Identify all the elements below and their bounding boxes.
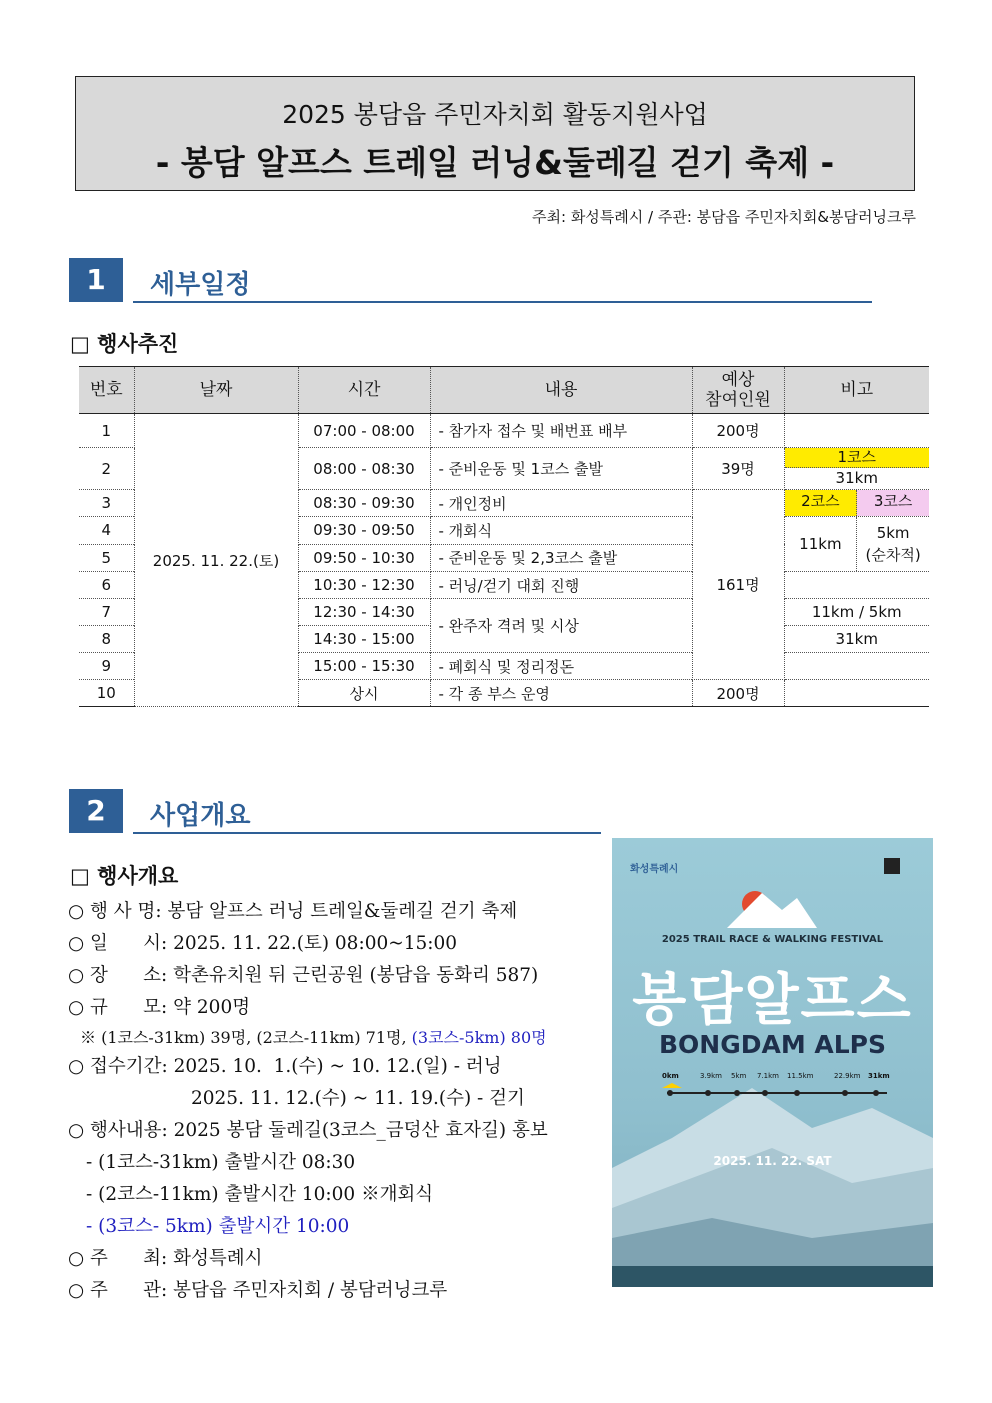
poster-km-label: 22.9km: [834, 1072, 861, 1080]
section2-underline: [133, 832, 601, 834]
table-cell: 1코스 31km: [784, 448, 929, 490]
poster-km-label: 3.9km: [700, 1072, 723, 1080]
table-cell: 2: [79, 448, 134, 490]
table-cell: 07:00 - 08:00: [298, 414, 430, 448]
overview-course1: - (1코스-31km) 출발시간 08:30: [86, 1152, 356, 1173]
poster-km-label: 31km: [868, 1072, 890, 1080]
date-cell: 2025. 11. 22.(토): [134, 414, 298, 707]
schedule-table: [79, 366, 929, 707]
overview-organizer: ○ 주 관: 봉담읍 주민자치회 / 봉담러닝크루: [68, 1280, 448, 1301]
poster-eng-title: BONGDAM ALPS: [658, 1030, 887, 1059]
table-cell: 08:30 - 09:30: [298, 490, 430, 517]
logo-icon: [884, 858, 900, 874]
table-cell: 31km: [784, 626, 929, 653]
table-cell: 200명: [692, 680, 784, 707]
people-161: 161명: [692, 490, 784, 680]
table-cell: [784, 653, 929, 680]
header-date: 날짜: [134, 367, 298, 414]
table-cell: [784, 414, 929, 448]
overview-reg1: ○ 접수기간: 2025. 10. 1.(수) ~ 10. 12.(일) - 러닝: [68, 1056, 502, 1077]
table-cell: 14:30 - 15:00: [298, 626, 430, 653]
section1-title: 세부일정: [150, 270, 251, 300]
table-cell: 12:30 - 14:30: [298, 599, 430, 626]
table-cell: - 참가자 접수 및 배번표 배부: [430, 414, 692, 448]
table-cell: 09:50 - 10:30: [298, 544, 430, 572]
table-cell: 10: [79, 680, 134, 707]
table-cell: 9: [79, 653, 134, 680]
table-cell: [784, 572, 929, 599]
table-cell: 39명: [692, 448, 784, 490]
table-cell: 15:00 - 15:30: [298, 653, 430, 680]
title-box: [75, 76, 915, 191]
section1-subhead: □ 행사추진: [70, 332, 179, 356]
festival-poster: [612, 838, 933, 1287]
table-header-row: [79, 367, 929, 414]
table-cell: 6: [79, 572, 134, 599]
table-cell: 10:30 - 12:30: [298, 572, 430, 599]
table-cell: - 완주자 격려 및 시상: [430, 599, 692, 653]
overview-content: ○ 행사내용: 2025 봉담 둘레길(3코스_금덩산 효자길) 홍보: [68, 1120, 548, 1141]
overview-date: ○ 일 시: 2025. 11. 22.(토) 08:00~15:00: [68, 933, 458, 954]
table-cell: 11km / 5km: [784, 599, 929, 626]
table-cell: 09:30 - 09:50: [298, 517, 430, 545]
table-cell: 상시: [298, 680, 430, 707]
overview-host: ○ 주 최: 화성특례시: [68, 1248, 263, 1269]
course3-badge: 3코스: [857, 490, 929, 516]
host-line: 주최: 화성특례시 / 주관: 봉담읍 주민자치회&봉담러닝크루: [532, 208, 916, 226]
poster-km-label: 5km: [731, 1072, 747, 1080]
poster-subtitle: 2025 TRAIL RACE & WALKING FESTIVAL: [661, 934, 884, 945]
table-cell: - 각 종 부스 운영: [430, 680, 692, 707]
table-cell: 5: [79, 544, 134, 572]
title-line1: 2025 봉담읍 주민자치회 활동지원사업: [282, 100, 708, 129]
poster-km-label: 7.1km: [757, 1072, 780, 1080]
title-line2: - 봉담 알프스 트레일 러닝&둘레길 걷기 축제 -: [155, 143, 835, 182]
poster-km-label: 0km: [662, 1072, 679, 1080]
poster-mountains: [612, 838, 933, 1287]
section2-number: 2: [69, 789, 123, 833]
overview-reg2: 2025. 11. 12.(수) ~ 11. 19.(수) - 걷기: [191, 1088, 525, 1109]
poster-date: 2025. 11. 22. SAT: [713, 1154, 832, 1168]
overview-event-name: ○ 행 사 명: 봉담 알프스 러닝 트레일&둘레길 걷기 축제: [68, 901, 518, 922]
header-no: 번호: [79, 367, 134, 414]
table-cell: 200명: [692, 414, 784, 448]
header-people: 예상 참여인원: [692, 367, 784, 414]
table-cell: 8: [79, 626, 134, 653]
table-cell: 08:00 - 08:30: [298, 448, 430, 490]
course1-badge: 1코스: [785, 448, 930, 468]
poster-km-label: 11.5km: [787, 1072, 814, 1080]
poster-org: 화성특례시: [630, 864, 679, 875]
overview-course3: - (3코스- 5km) 출발시간 10:00: [86, 1216, 350, 1237]
section2-subhead: □ 행사개요: [70, 864, 179, 888]
table-cell: 4: [79, 517, 134, 545]
table-cell: - 러닝/걷기 대회 진행: [430, 572, 692, 599]
section2-title: 사업개요: [150, 801, 251, 831]
table-cell: - 준비운동 및 1코스 출발: [430, 448, 692, 490]
course2-badge: 2코스: [785, 490, 858, 516]
table-cell: - 개회식: [430, 517, 692, 545]
overview-scale: ○ 규 모: 약 200명: [68, 997, 251, 1018]
table-cell: - 폐회식 및 정리정돈: [430, 653, 692, 680]
table-cell: - 개인정비: [430, 490, 692, 517]
table-cell: - 준비운동 및 2,3코스 출발: [430, 544, 692, 572]
table-cell: 1: [79, 414, 134, 448]
header-time: 시간: [298, 367, 430, 414]
poster-title: 봉담알프스: [632, 968, 913, 1033]
table-cell: 7: [79, 599, 134, 626]
section1-number: 1: [69, 258, 123, 302]
table-cell: 3: [79, 490, 134, 517]
table-cell: [784, 490, 929, 517]
table-row: [79, 414, 929, 448]
table-cell: [784, 680, 929, 707]
header-note: 비고: [784, 367, 929, 414]
overview-place: ○ 장 소: 학촌유치원 뒤 근린공원 (봉담읍 동화리 587): [68, 965, 539, 986]
table-cell: 11km 5km (순차적): [784, 517, 929, 572]
header-content: 내용: [430, 367, 692, 414]
section1-underline: [133, 301, 872, 303]
overview-note: ※ (1코스-31km) 39명, (2코스-11km) 71명, (3코스-5km) 80명: [80, 1028, 547, 1047]
overview-course2: - (2코스-11km) 출발시간 10:00 ※개회식: [86, 1184, 434, 1205]
